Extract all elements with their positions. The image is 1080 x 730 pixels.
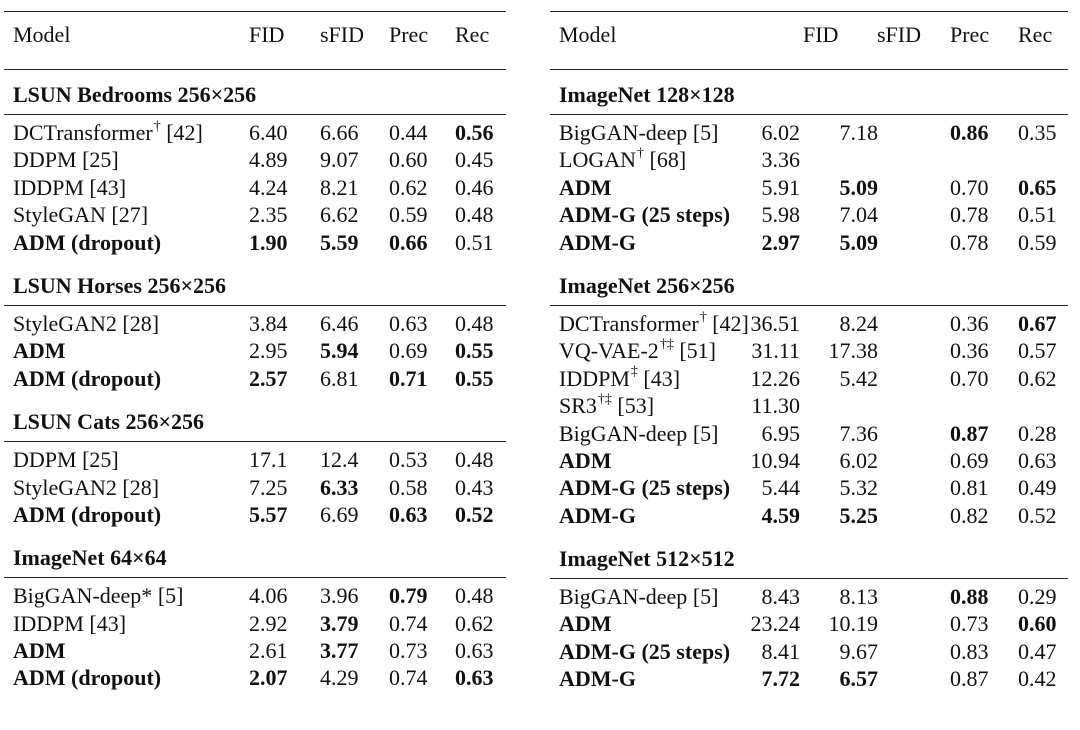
sfid-value: 6.81 [320,365,359,391]
citation: [5] [687,120,719,145]
prec-value: 0.73 [950,611,989,637]
fid-value: 23.24 [750,611,800,637]
table-row [550,146,1068,173]
model-name: DDPM [13,447,77,473]
section-rule [4,577,506,578]
model-name: DDPM [13,147,77,173]
prec-value: 0.83 [950,638,989,664]
fid-value: 2.97 [761,229,800,255]
table-row [4,201,506,228]
header-rule [550,69,1068,70]
prec-value: 0.74 [389,665,428,691]
footnote-mark: † [637,146,644,162]
model-name-cell [559,665,636,692]
sfid-value: 5.59 [320,229,359,255]
footnote-mark: † [153,118,161,134]
sfid-value: 5.09 [839,229,878,255]
rec-value: 0.63 [1018,447,1057,473]
model-name-cell [13,446,119,473]
rec-value: 0.51 [455,229,494,255]
citation: [43] [637,365,681,391]
sfid-value: 10.19 [828,611,878,637]
model-name: ADM-G [559,502,636,528]
model-name: ADM-G [559,666,636,692]
sfid-value: 3.96 [320,583,359,609]
model-name: BigGAN-deep [559,420,688,446]
model-name-cell [13,582,183,609]
section-title [550,545,1068,573]
prec-value: 0.70 [950,174,989,200]
table-row [4,229,506,256]
citation: [28] [116,310,160,336]
table-row [4,501,506,528]
section-title-text: LSUN Horses 256×256 [13,272,226,298]
prec-value: 0.66 [389,229,428,255]
table-row [550,502,1068,529]
citation: [53] [611,393,655,419]
model-name: ADM [13,638,66,664]
model-name-cell [559,583,718,610]
sfid-value: 6.02 [839,447,878,473]
section-title [4,272,506,300]
rec-value: 0.59 [1018,229,1057,255]
fid-value: 2.95 [249,338,288,364]
table-row [4,174,506,201]
fid-value: 6.02 [761,120,800,145]
fid-value: 4.59 [761,502,800,528]
rec-value: 0.48 [455,310,494,336]
model-name-cell [13,146,119,173]
table-row [550,229,1068,256]
section-title-text: LSUN Bedrooms 256×256 [13,82,257,107]
sfid-value: 7.04 [839,202,878,228]
table-row [550,474,1068,501]
prec-value: 0.82 [950,502,989,528]
section-rule [550,305,1068,306]
section-rule [550,578,1068,579]
section-rule [4,114,506,115]
model-name-cell [559,119,718,146]
sfid-value: 6.69 [320,501,359,527]
rec-value: 0.46 [455,174,494,200]
table-row [4,446,506,473]
prec-value: 0.86 [950,120,989,145]
citation: [5] [687,584,719,610]
model-name-cell [559,474,730,501]
prec-value: 0.60 [389,147,428,173]
fid-value: 2.61 [249,638,288,664]
prec-value: 0.71 [389,365,428,391]
sfid-value: 9.07 [320,147,359,173]
model-name: IDDPM [13,174,84,200]
citation: [25] [76,447,119,473]
model-name: ADM [559,174,612,200]
citation: [28] [116,474,160,500]
sfid-value: 5.32 [839,475,878,501]
rec-value: 0.42 [1018,666,1057,692]
model-name-cell [559,337,716,364]
section-title [550,81,1068,109]
rec-value: 0.48 [455,202,494,228]
model-name-cell [559,502,636,529]
model-name: StyleGAN [13,202,106,228]
model-name-cell [13,637,66,664]
table-row [4,637,506,664]
fid-value: 2.57 [249,365,288,391]
model-name-cell [13,365,161,392]
fid-value: 11.30 [751,393,800,419]
model-name-cell [13,501,161,528]
fid-value: 7.25 [249,474,288,500]
model-name-cell [13,201,148,228]
fid-value: 2.92 [249,610,288,636]
prec-value: 0.69 [389,338,428,364]
model-name-cell [13,337,66,364]
model-name-cell [13,174,126,201]
fid-value: 7.72 [761,666,800,692]
model-name-cell [13,474,159,501]
table-row [550,638,1068,665]
fid-value: 4.24 [249,174,288,200]
rec-value: 0.62 [1018,365,1057,391]
model-name-cell [559,420,718,447]
section-title-text: ImageNet 64×64 [13,545,167,571]
fid-value: 17.1 [249,447,288,473]
prec-value: 0.87 [950,666,989,692]
model-name: IDDPM [13,610,84,636]
table-row [550,201,1068,228]
model-name-cell [13,310,159,337]
sfid-value: 8.13 [839,584,878,610]
right-results-table [550,0,1068,693]
table-row [550,310,1068,337]
model-name: ADM-G (25 steps) [559,202,731,228]
sfid-value: 3.77 [320,638,359,664]
model-name: ADM (dropout) [13,665,162,691]
rec-value: 0.29 [1018,584,1057,610]
model-name-cell [559,310,749,337]
rec-value: 0.52 [455,501,494,527]
model-name-cell [559,146,686,173]
citation: [43] [83,610,127,636]
table-row [4,146,506,173]
prec-value: 0.44 [389,120,428,145]
rec-value: 0.52 [1018,502,1057,528]
section-rule [4,441,506,442]
rec-value: 0.62 [455,610,494,636]
fid-value: 4.06 [249,583,288,609]
fid-value: 36.51 [750,310,800,336]
column-header: Prec [950,22,990,47]
section-title [4,81,506,109]
section-title [550,272,1068,300]
model-name-cell [559,201,730,228]
fid-value: 2.07 [249,665,288,691]
section-title-text: ImageNet 512×512 [559,546,735,572]
model-name-cell [13,610,126,637]
model-name: BigGAN-deep [559,584,688,610]
prec-value: 0.73 [389,638,428,664]
sfid-value: 3.79 [320,610,359,636]
model-name: LOGAN [559,147,636,173]
rec-value: 0.48 [455,447,494,473]
table-row [4,610,506,637]
table-row [4,365,506,392]
prec-value: 0.69 [950,447,989,473]
sfid-value: 8.24 [839,310,878,336]
model-name: VQ-VAE-2 [559,338,659,364]
model-name: ADM [13,338,66,364]
model-name: ADM [559,447,612,473]
prec-value: 0.36 [950,338,989,364]
model-name: ADM-G (25 steps) [559,638,731,664]
citation: [68] [644,147,687,173]
footnote-mark: ‡ [630,364,638,380]
table-row [550,665,1068,692]
fid-value: 5.98 [761,202,800,228]
model-name-cell [559,229,636,256]
fid-value: 5.44 [761,475,800,501]
sfid-value: 5.42 [839,365,878,391]
sfid-value: 5.09 [839,174,878,200]
prec-value: 0.81 [950,475,989,501]
model-name-cell [559,610,612,637]
fid-value: 12.26 [750,365,800,391]
citation: [25] [76,147,119,173]
sfid-value: 6.66 [320,120,359,145]
table-row [550,420,1068,447]
prec-value: 0.74 [389,610,428,636]
column-header: FID [803,22,839,47]
table-row [550,119,1068,146]
sfid-value: 12.4 [320,447,359,473]
footnote-mark: †‡ [597,391,612,407]
table-row [550,610,1068,637]
model-name: ADM (dropout) [13,229,162,255]
rec-value: 0.56 [455,120,494,145]
rec-value: 0.63 [455,638,494,664]
section-title [4,544,506,572]
fid-value: 8.43 [761,584,800,610]
sfid-value: 6.33 [320,474,359,500]
column-header: FID [249,22,285,47]
table-row [550,392,1068,419]
rec-value: 0.28 [1018,420,1057,446]
fid-value: 3.36 [761,147,800,173]
model-name: ADM (dropout) [13,501,162,527]
prec-value: 0.88 [950,584,989,610]
fid-value: 4.89 [249,147,288,173]
model-name: BigGAN-deep* [13,583,153,609]
rec-value: 0.55 [455,338,494,364]
sfid-value: 4.29 [320,665,359,691]
column-header: Rec [1018,22,1053,47]
sfid-value: 6.62 [320,202,359,228]
section-rule [550,114,1068,115]
model-name-cell [559,638,730,665]
model-name: DCTransformer [559,310,699,336]
header-rule [4,69,506,70]
prec-value: 0.87 [950,420,989,446]
column-header: Prec [389,22,429,47]
rec-value: 0.67 [1018,310,1057,336]
model-name-cell [559,174,612,201]
rec-value: 0.51 [1018,202,1057,228]
rec-value: 0.63 [455,665,494,691]
rec-value: 0.60 [1018,611,1057,637]
table-row [4,337,506,364]
column-header: Model [559,22,617,47]
fid-value: 5.57 [249,501,288,527]
table-row [550,337,1068,364]
sfid-value: 6.57 [839,666,878,692]
rec-value: 0.48 [455,583,494,609]
citation: [42] [706,310,749,336]
prec-value: 0.78 [950,229,989,255]
model-name: DCTransformer [13,120,153,145]
column-header: sFID [877,22,922,47]
header-row [4,12,506,58]
table-row [550,583,1068,610]
rec-value: 0.57 [1018,338,1057,364]
model-name: ADM-G [559,229,636,255]
citation: [51] [673,338,716,364]
table-row [4,474,506,501]
sfid-value: 5.25 [839,502,878,528]
fid-value: 2.35 [249,202,288,228]
left-results-table [4,0,506,692]
fid-value: 3.84 [249,310,288,336]
prec-value: 0.70 [950,365,989,391]
prec-value: 0.58 [389,474,428,500]
footnote-mark: †‡ [659,337,674,353]
prec-value: 0.59 [389,202,428,228]
table-row [550,365,1068,392]
table-row [4,664,506,691]
model-name-cell [559,365,680,392]
model-name-cell [13,229,161,256]
fid-value: 6.95 [761,420,800,446]
citation: [43] [83,174,127,200]
citation: [5] [687,420,719,446]
model-name: ADM [559,611,612,637]
sfid-value: 7.18 [839,120,878,145]
rec-value: 0.65 [1018,174,1057,200]
model-name: IDDPM [559,365,630,391]
table-row [550,174,1068,201]
column-header: sFID [320,22,365,47]
header-row [550,12,1068,58]
model-name-cell [559,392,654,419]
column-header: Rec [455,22,490,47]
fid-value: 6.40 [249,120,288,145]
prec-value: 0.36 [950,310,989,336]
model-name: StyleGAN2 [13,310,117,336]
sfid-value: 7.36 [839,420,878,446]
citation: [42] [160,120,203,145]
sfid-value: 9.67 [839,638,878,664]
table-row [4,119,506,146]
model-name-cell [13,119,203,146]
prec-value: 0.78 [950,202,989,228]
table-row [4,582,506,609]
table-row [550,447,1068,474]
prec-value: 0.63 [389,310,428,336]
model-name-cell [559,447,612,474]
section-title-text: ImageNet 128×128 [559,82,735,107]
model-name: ADM (dropout) [13,365,162,391]
model-name: SR3 [559,393,597,419]
rec-value: 0.45 [455,147,494,173]
prec-value: 0.63 [389,501,428,527]
rec-value: 0.49 [1018,475,1057,501]
citation: [5] [152,583,184,609]
rec-value: 0.47 [1018,638,1057,664]
model-name: StyleGAN2 [13,474,117,500]
fid-value: 8.41 [761,638,800,664]
model-name: BigGAN-deep [559,120,688,145]
column-header: Model [13,22,71,47]
model-name-cell [13,664,161,691]
prec-value: 0.53 [389,447,428,473]
fid-value: 31.11 [751,338,800,364]
fid-value: 1.90 [249,229,288,255]
section-rule [4,305,506,306]
prec-value: 0.79 [389,583,428,609]
sfid-value: 17.38 [828,338,878,364]
rec-value: 0.43 [455,474,494,500]
sfid-value: 6.46 [320,310,359,336]
rec-value: 0.35 [1018,120,1057,145]
section-title-text: LSUN Cats 256×256 [13,409,204,435]
fid-value: 5.91 [761,174,800,200]
table-row [4,310,506,337]
sfid-value: 5.94 [320,338,359,364]
footnote-mark: † [699,309,707,325]
prec-value: 0.62 [389,174,428,200]
model-name: ADM-G (25 steps) [559,475,731,501]
section-title [4,408,506,436]
section-title-text: ImageNet 256×256 [559,272,735,298]
rec-value: 0.55 [455,365,494,391]
citation: [27] [105,202,149,228]
sfid-value: 8.21 [320,174,359,200]
fid-value: 10.94 [750,447,800,473]
